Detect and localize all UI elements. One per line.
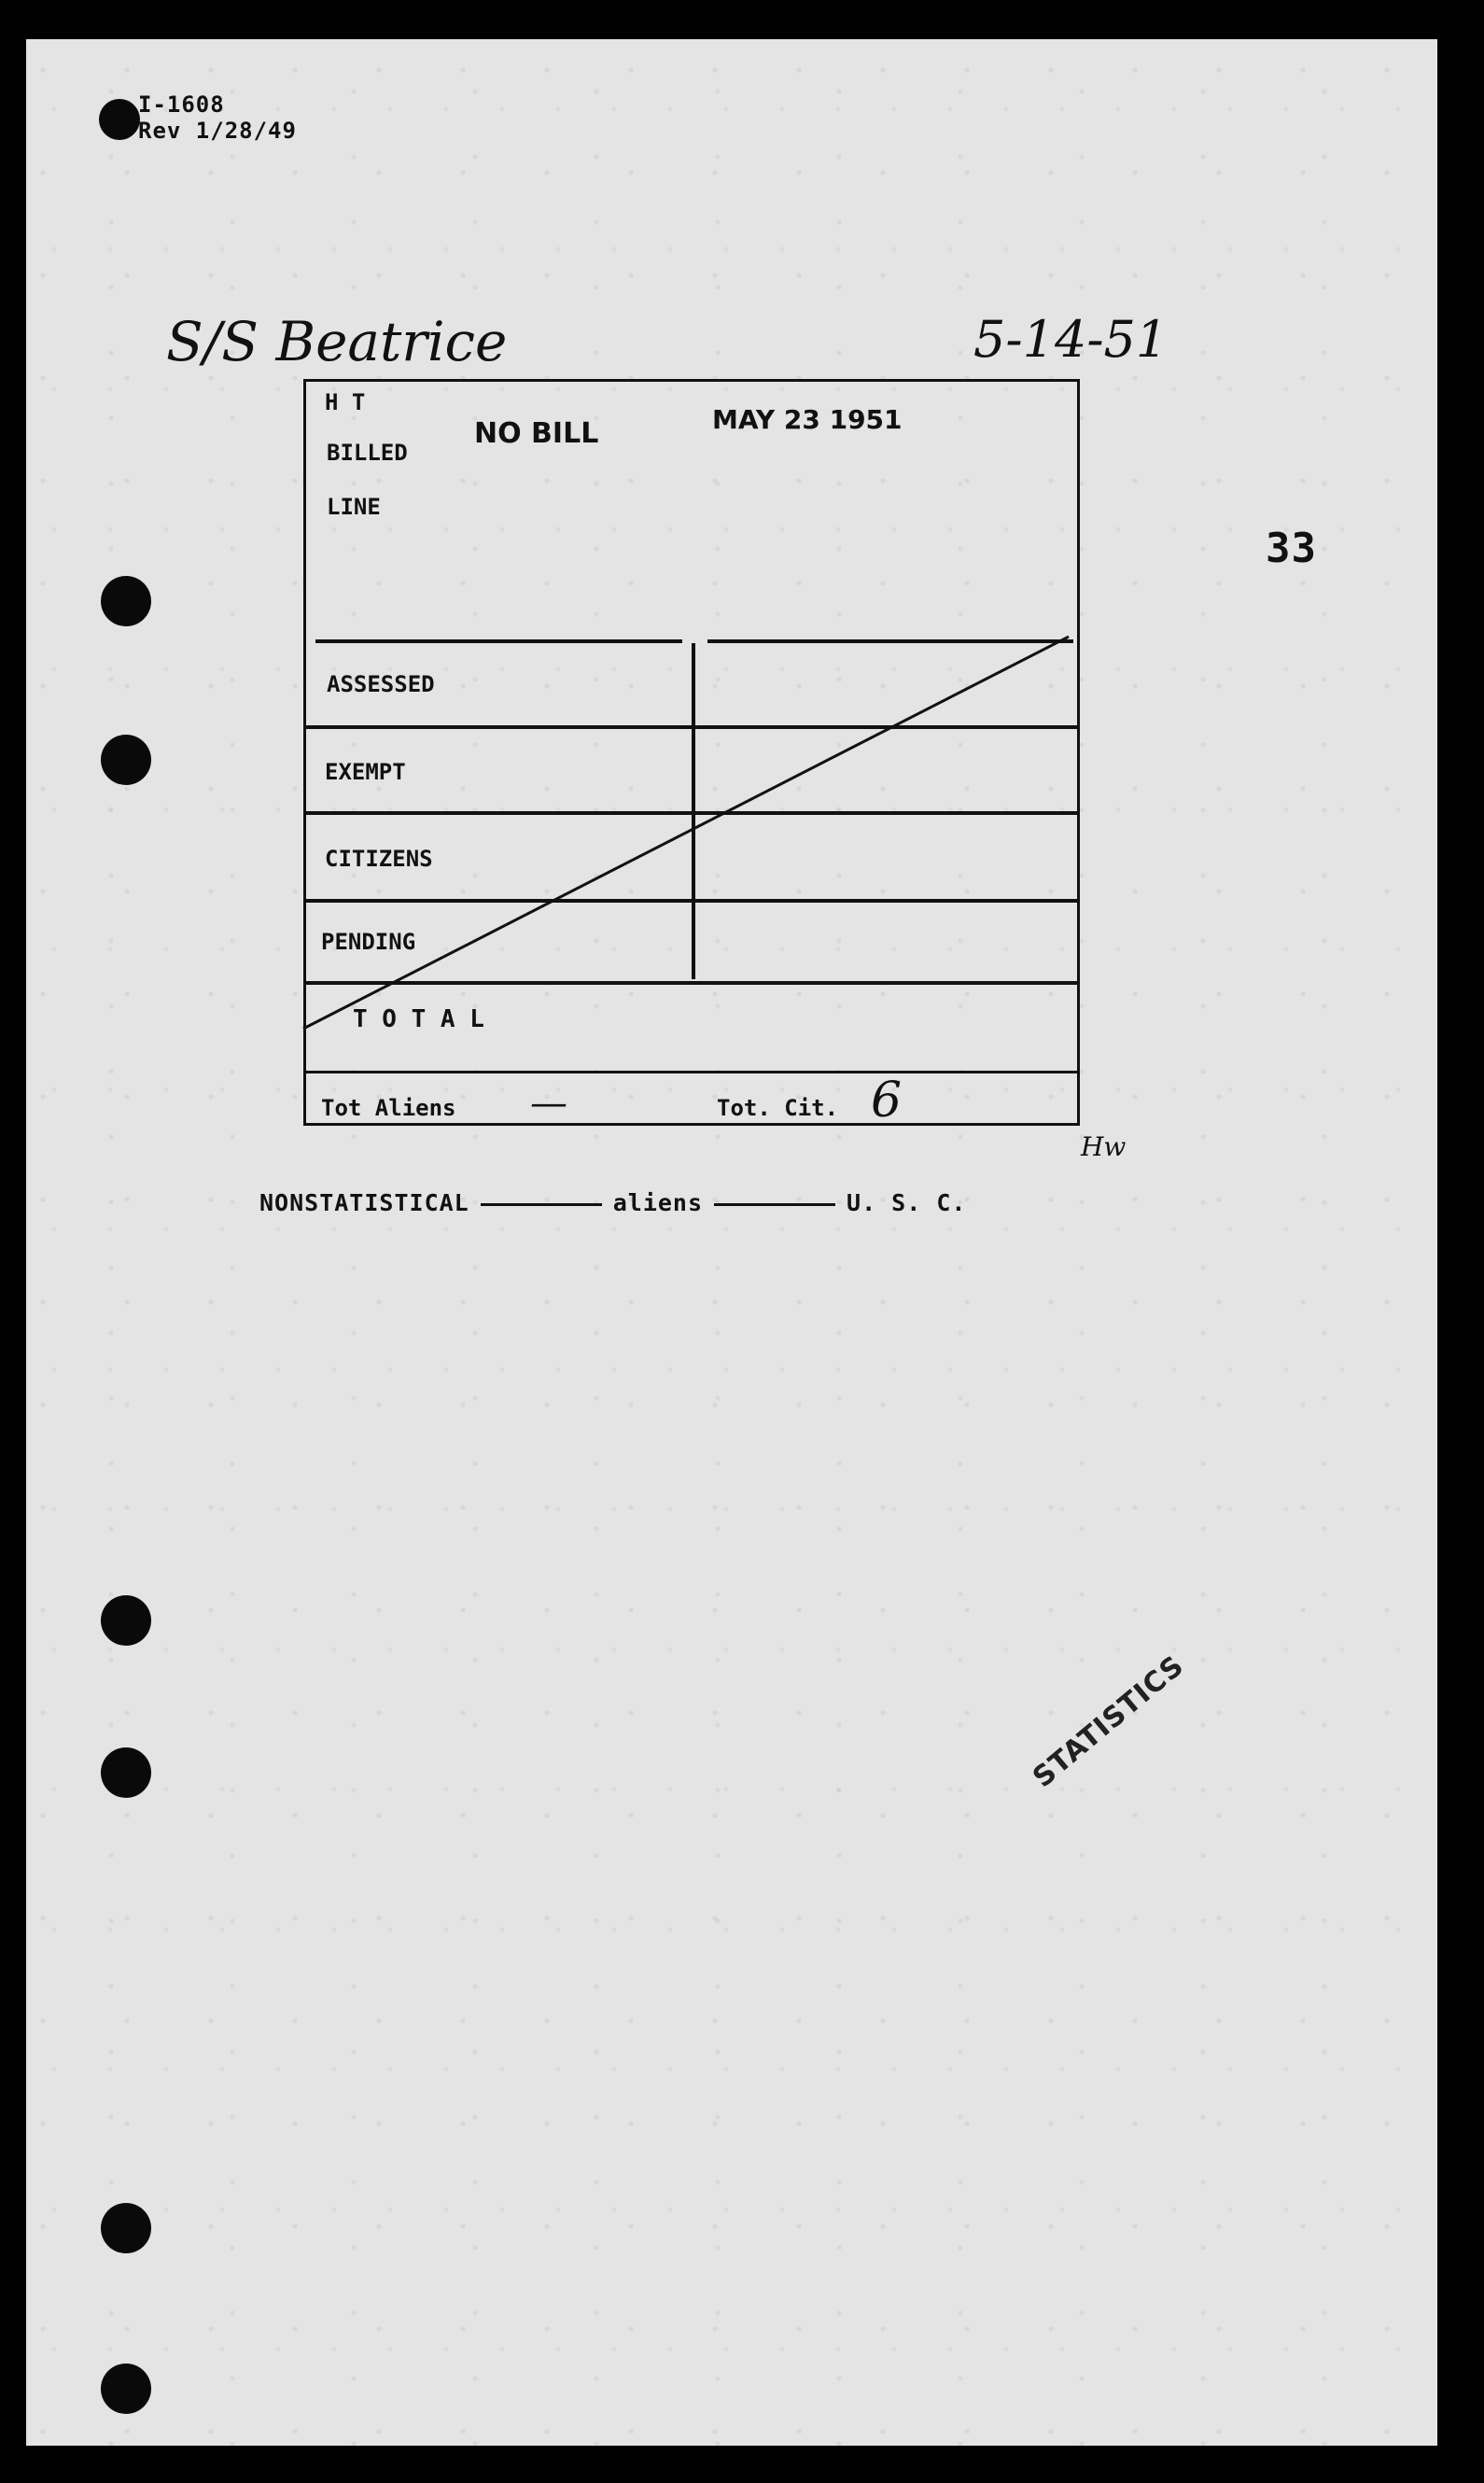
- tot-aliens-value: —: [530, 1082, 567, 1125]
- manifest-form: [303, 379, 1080, 1129]
- billed-label: BILLED: [327, 440, 408, 466]
- date-stamp: MAY 23 1951: [712, 404, 903, 435]
- tot-cit-label: Tot. Cit.: [717, 1095, 839, 1121]
- aliens-label: aliens: [612, 1189, 704, 1216]
- blank-field: [714, 1203, 835, 1206]
- nonstatistical-line: [259, 1189, 966, 1216]
- punch-hole: [101, 2364, 151, 2414]
- document-page: [26, 39, 1437, 2446]
- total-label: T O T A L: [353, 1005, 484, 1033]
- header-codes: H T: [325, 389, 366, 415]
- tot-cit-value: 6: [871, 1073, 903, 1129]
- blank-field: [481, 1203, 602, 1206]
- punch-hole: [101, 735, 151, 785]
- punch-hole: [101, 576, 151, 626]
- row-assessed: ASSESSED: [327, 671, 435, 697]
- page-number: 33: [1266, 525, 1317, 572]
- punch-hole: [101, 1747, 151, 1798]
- tot-aliens-label: Tot Aliens: [321, 1095, 456, 1121]
- handwritten-date: 5-14-51: [973, 310, 1169, 369]
- row-citizens: CITIZENS: [325, 846, 433, 872]
- punch-hole: [99, 99, 140, 140]
- form-code-line2: Rev 1/28/49: [138, 118, 297, 144]
- punch-hole: [101, 1595, 151, 1646]
- form-code: [138, 91, 297, 144]
- form-code-line1: I-1608: [138, 91, 225, 118]
- punch-hole: [101, 2203, 151, 2253]
- usc-label: U. S. C.: [847, 1189, 967, 1216]
- statistics-stamp: STATISTICS: [1027, 1648, 1191, 1795]
- strike-line: [303, 379, 1080, 1126]
- initials: Hw: [1081, 1131, 1127, 1162]
- row-exempt: EXEMPT: [325, 759, 406, 785]
- no-bill-stamp: NO BILL: [474, 417, 599, 450]
- line-label: LINE: [327, 494, 381, 520]
- row-pending: PENDING: [321, 929, 416, 955]
- vessel-name: S/S Beatrice: [166, 310, 508, 373]
- nonstatistical-label: NONSTATISTICAL: [259, 1189, 469, 1216]
